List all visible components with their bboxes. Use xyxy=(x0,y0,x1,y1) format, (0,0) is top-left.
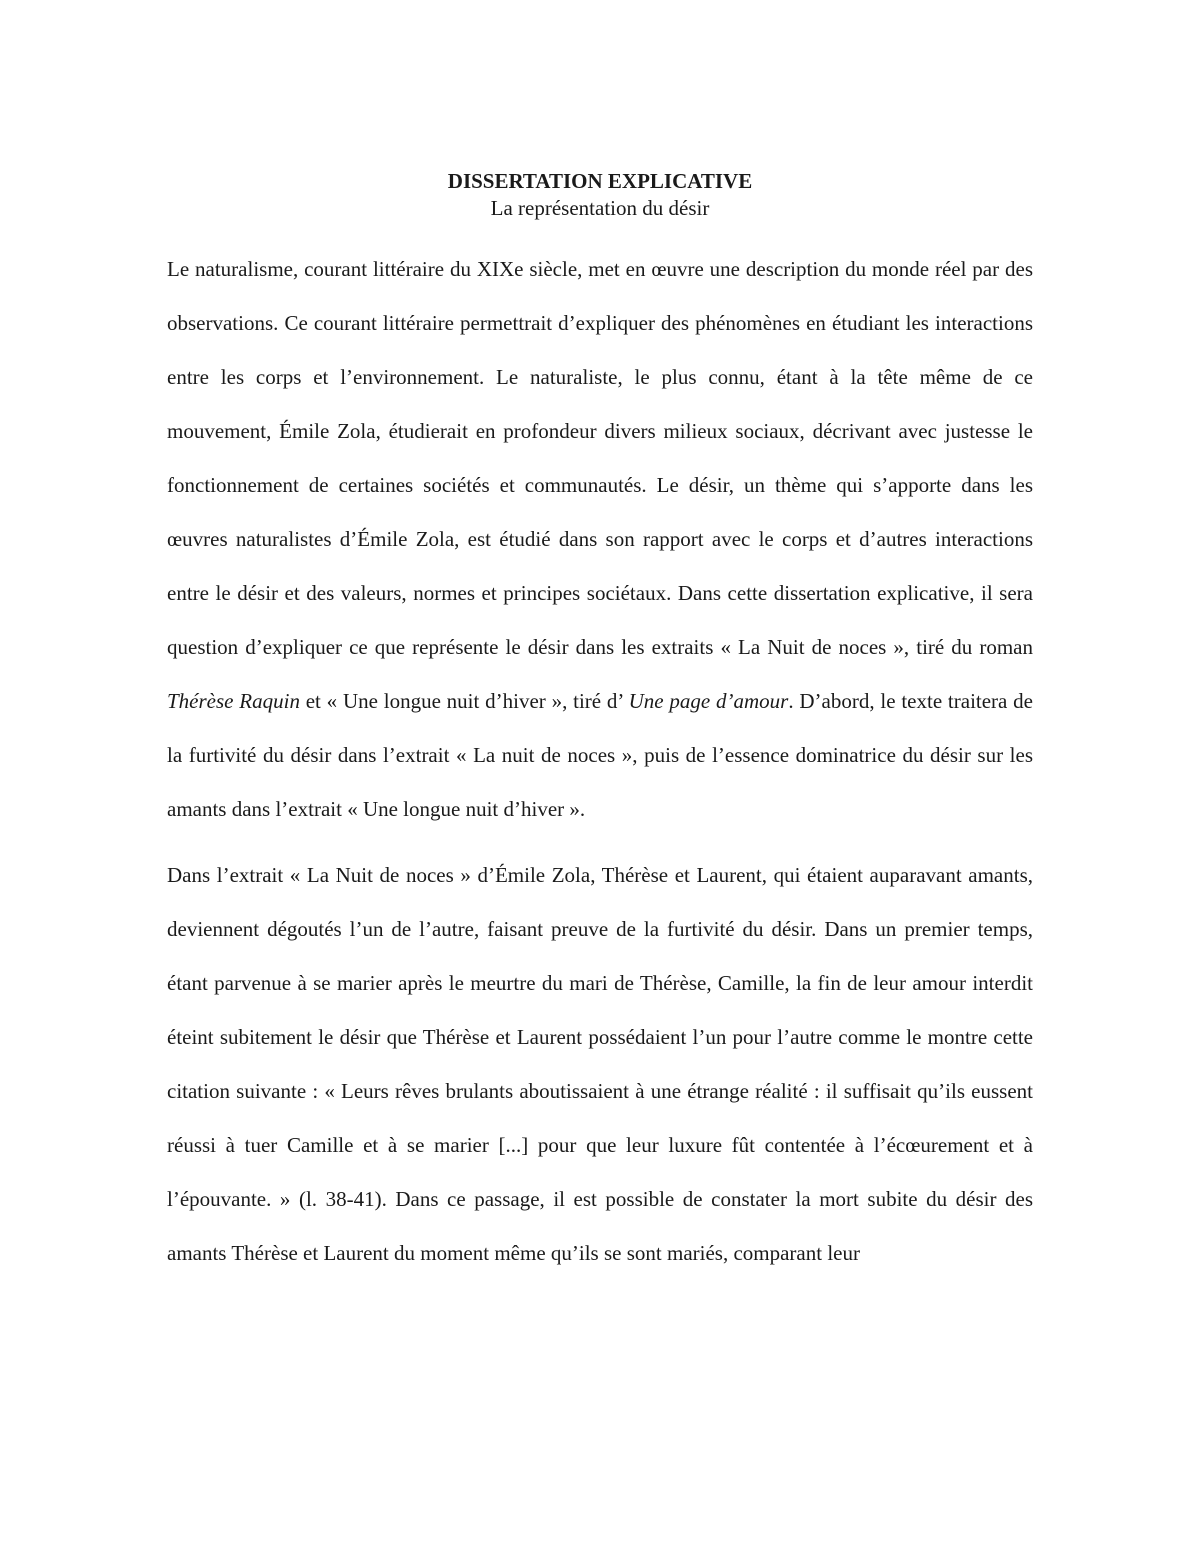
intro-text-part3: . D’abord, le texte traitera de la furtivité du désir dans l’extrait « La nuit de noces », puis de l’essence dominatrice du désir sur les amants dans l’extrait « Une longue nuit d’hiver ». xyxy=(167,689,1033,821)
body-paragraph: Dans l’extrait « La Nuit de noces » d’Émile Zola, Thérèse et Laurent, qui étaient auparavant amants, deviennent dégoutés l’un de l’autre, faisant preuve de la furtivité du désir. Dans un premier temps, étant parvenue à se marier après le meurtre du mari de Thérèse, Camille, la fin de leur amour interdit éteint subitement le désir que Thérèse et Laurent possédaient l’un pour l’autre comme le montre cette citation suivante : « Leurs rêves brulants aboutissaient à une étrange réalité : il suffisait qu’ils eussent réussi à tuer Camille et à se marier [...] pour que leur luxure fût contentée à l’écœurement et à l’épouvante. » (l. 38-41). Dans ce passage, il est possible de constater la mort subite du désir des amants Thérèse et Laurent du moment même qu’ils se sont mariés, comparant leur xyxy=(167,863,1033,1265)
intro-text-part2: et « Une longue nuit d’hiver », tiré d’ xyxy=(299,689,629,713)
document-page xyxy=(167,168,1033,1280)
intro-text-part1: Le naturalisme, courant littéraire du XIXe siècle, met en œuvre une description du monde réel par des observations. Ce courant littéraire permettrait d’expliquer des phénomènes en étudiant les interactions entre les corps et l’environnement. Le naturaliste, le plus connu, étant à la tête même de ce mouvement, Émile Zola, étudierait en profondeur divers milieux sociaux, décrivant avec justesse le fonctionnement de certaines sociétés et communautés. Le désir, un thème qui s’apporte dans les œuvres naturalistes d’Émile Zola, est étudié dans son rapport avec le corps et d’autres interactions entre le désir et des valeurs, normes et principes sociétaux. Dans cette dissertation explicative, il sera question d’expliquer ce que représente le désir dans les extraits « La Nuit de noces », tiré du roman xyxy=(167,257,1033,659)
book-title-therese-raquin: Thérèse Raquin xyxy=(167,689,300,713)
intro-paragraph xyxy=(167,242,1033,836)
book-title-une-page-damour: Une page d’amour xyxy=(628,689,789,713)
document-subtitle: La représentation du désir xyxy=(490,196,710,220)
document-title: DISSERTATION EXPLICATIVE xyxy=(447,169,753,193)
